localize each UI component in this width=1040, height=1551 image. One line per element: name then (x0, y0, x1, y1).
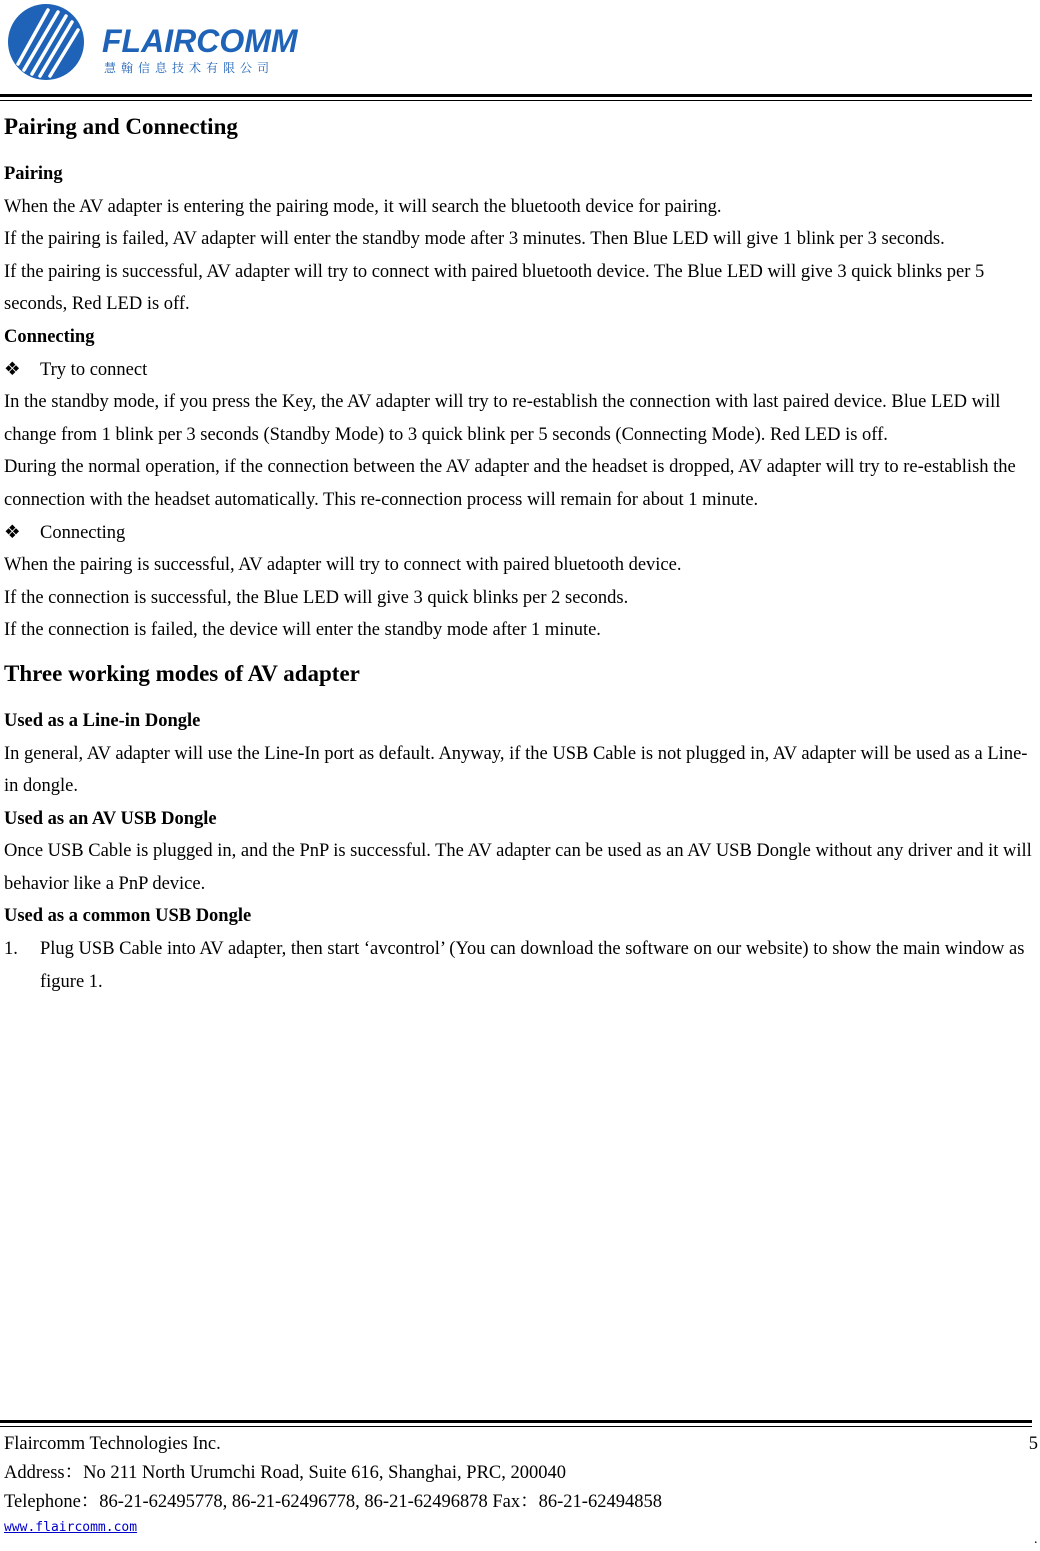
logo-wordmark: FLAIRCOMM (102, 23, 298, 59)
footer-telephone: Telephone：86-21-62495778, 86-21-62496778, 86-21-62496878 Fax：86-21-62494858 (4, 1492, 662, 1512)
footer-rule-thick (0, 1420, 1032, 1423)
paragraph: During the normal operation, if the connection between the AV adapter and the headset is dropped, AV adapter will try to re-establish the connection with the headset automatically. This re-connection process will remain for about 1 minute. (4, 457, 1016, 510)
trailing-mark: . (1034, 1532, 1038, 1547)
diamond-bullet-icon: ❖ (4, 359, 21, 380)
page-number: 5 (1028, 1434, 1038, 1454)
paragraph: Once USB Cable is plugged in, and the PnP is successful. The AV adapter can be used as an AV USB Dongle without any driver and it will behavior like a PnP device. (4, 841, 1032, 894)
header-rule-thin (0, 100, 1032, 101)
footer-address: Address：No 211 North Urumchi Road, Suite 616, Shanghai, PRC, 200040 (4, 1463, 567, 1483)
page-footer (4, 1430, 1038, 1539)
bullet-item: ❖ Connecting (4, 517, 1038, 550)
subheading-connecting: Connecting (4, 326, 95, 347)
subheading-line-in: Used as a Line-in Dongle (4, 710, 201, 731)
document-body (4, 110, 1038, 998)
header-rule-thick (0, 94, 1032, 97)
paragraph: In general, AV adapter will use the Line-In port as default. Anyway, if the USB Cable is not plugged in, AV adapter will be used as a Line-in dongle. (4, 743, 1028, 797)
paragraph: If the connection is failed, the device will enter the standby mode after 1 minute. (4, 620, 601, 641)
footer-website-link[interactable]: www.flaircomm.com (4, 1520, 138, 1535)
subheading-av-usb: Used as an AV USB Dongle (4, 808, 217, 829)
footer-rule-thin (0, 1426, 1032, 1427)
footer-company: Flaircomm Technologies Inc. (4, 1434, 221, 1454)
section-title-modes: Three working modes of AV adapter (4, 660, 360, 686)
bullet-item: ❖ Try to connect (4, 354, 1038, 387)
paragraph: In the standby mode, if you press the Key, the AV adapter will try to re-establish the connection with last paired device. Blue LED will change from 1 blink per 3 seconds (Standby Mode) to 3 quick blink per 5 seconds (Connecting Mode). Red LED is off. (4, 392, 1001, 445)
section-title-pairing-connecting: Pairing and Connecting (4, 114, 238, 139)
paragraph: When the pairing is successful, AV adapter will try to connect with paired bluetooth device. (4, 555, 682, 576)
diamond-bullet-icon: ❖ (4, 522, 21, 543)
numbered-item: 1. Plug USB Cable into AV adapter, then start ‘avcontrol’ (You can download the software on our website) to show the main window as figure 1. (4, 939, 1025, 992)
paragraph: If the pairing is failed, AV adapter will enter the standby mode after 3 minutes. Then Blue LED will give 1 blink per 3 seconds. (4, 229, 945, 250)
paragraph: If the connection is successful, the Blue LED will give 3 quick blinks per 2 seconds. (4, 587, 629, 608)
logo-chinese-name: 慧翰信息技术有限公司 (104, 61, 275, 75)
paragraph: If the pairing is successful, AV adapter will try to connect with paired bluetooth device. The Blue LED will give 3 quick blinks per 5 seconds, Red LED is off. (4, 261, 985, 315)
subheading-common-usb: Used as a common USB Dongle (4, 906, 252, 927)
subheading-pairing: Pairing (4, 164, 63, 184)
paragraph: When the AV adapter is entering the pairing mode, it will search the bluetooth device for pairing. (4, 196, 722, 217)
flaircomm-logo (4, 2, 314, 84)
